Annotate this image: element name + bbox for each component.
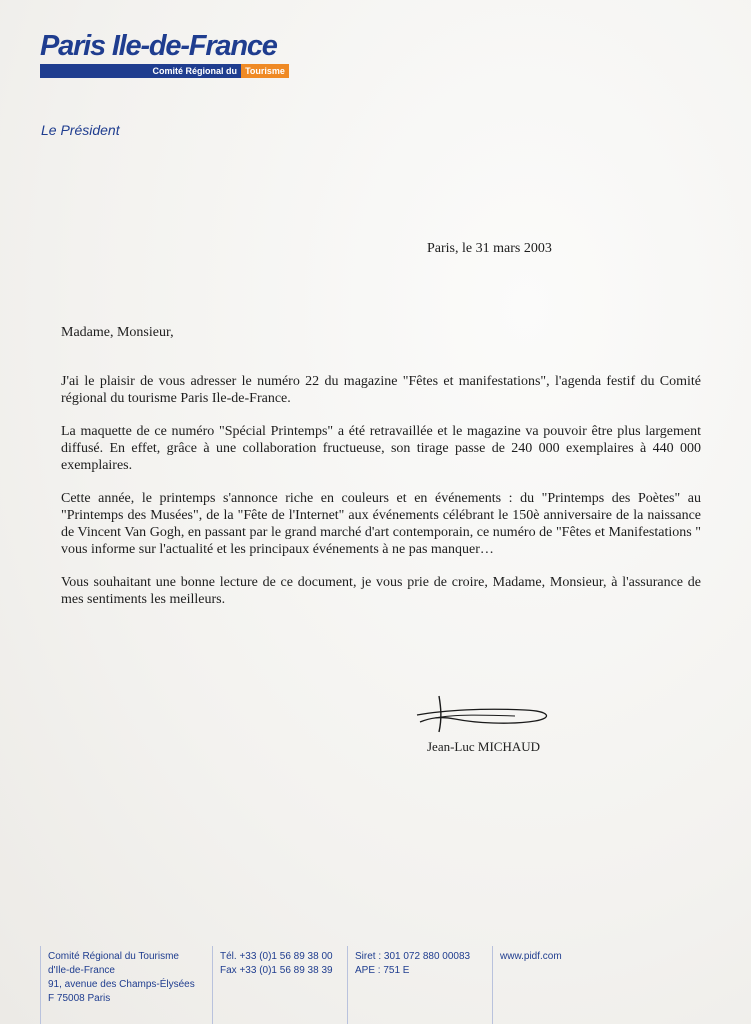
logo-sub-blue: Comité Régional du [40,64,241,78]
footer-web [492,946,627,1024]
letter-body [61,373,701,624]
footer-address-line: F 75008 Paris [48,993,111,1004]
footer-address-line: d'Ile-de-France [48,965,115,976]
footer-address-line: Comité Régional du Tourisme [48,951,179,962]
logo-wordmark [40,30,300,62]
paragraph: Cette année, le printemps s'annonce riche en couleurs et en événements : du "Printemps des Poètes" au "Printemps des Musées", de la "Fête de l'Internet" aux événements célébrant le 150è anniversaire de la naissance de Vincent Van Gogh, en passant par le grand marché d'art contemporain, ce numéro de "Fêtes et Manifestations " vous informe sur l'actualité et les principaux événements à ne pas manquer… [61,491,701,557]
handwritten-signature [415,688,555,736]
paragraph: Vous souhaitant une bonne lecture de ce document, je vous prie de croire, Madame, Monsieur, à l'assurance de mes sentiments les meilleurs. [61,575,701,607]
president-title: Le Président [41,122,120,138]
footer-address-line: 91, avenue des Champs-Élysées [48,979,195,990]
footer-phone: Tél. +33 (0)1 56 89 38 00 [220,951,333,962]
signer-name: Jean-Luc MICHAUD [427,739,541,754]
footer-address [40,946,212,1024]
letter-date: Paris, le 31 mars 2003 [427,241,552,256]
footer-ape: APE : 751 E [355,965,410,976]
logo-word-paris: Paris [40,30,112,62]
salutation: Madame, Monsieur, [61,325,174,340]
footer-phones [212,946,347,1024]
footer-ids [347,946,492,1024]
paragraph: La maquette de ce numéro "Spécial Printemps" a été retravaillée et le magazine va pouvoir être plus largement diffusé. En effet, grâce à une collaboration fructueuse, son tirage passe de 240 000 exemplaires à 440 000 exemplaires. [61,424,701,473]
logo-word-idf: Ile-de-France [111,30,277,62]
footer-siret: Siret : 301 072 880 00083 [355,951,471,962]
footer [40,946,627,1024]
footer-fax: Fax +33 (0)1 56 89 38 39 [220,965,333,976]
paragraph: J'ai le plaisir de vous adresser le numéro 22 du magazine "Fêtes et manifestations", l'agenda festif du Comité régional du tourisme Paris Ile-de-France. [61,374,701,406]
logo-bar [40,64,289,78]
footer-website: www.pidf.com [500,951,562,962]
logo-sub-orange: Tourisme [241,64,289,78]
logo [40,30,300,78]
